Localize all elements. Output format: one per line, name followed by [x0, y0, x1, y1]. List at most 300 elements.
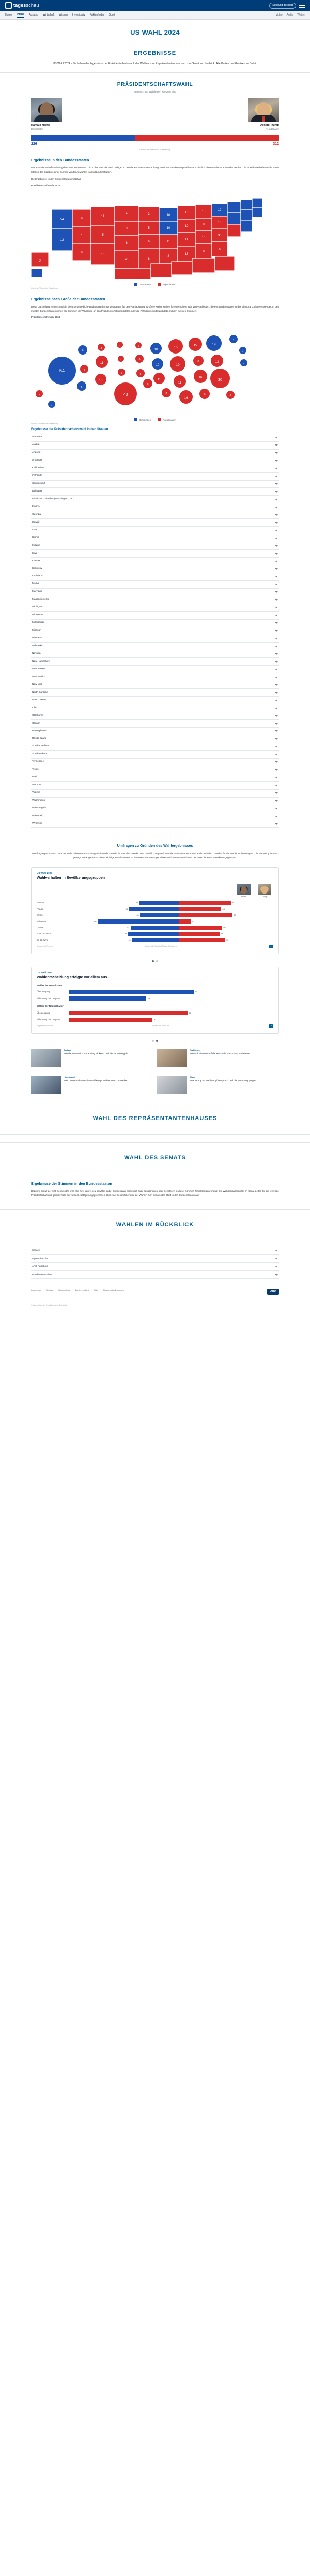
svg-text:10: 10 — [101, 253, 105, 256]
state-row[interactable] — [31, 589, 279, 596]
bar-value-harris: 41 — [136, 914, 139, 917]
state-row[interactable] — [31, 643, 279, 651]
teaser-headline: Wie sich die Welt auf die Rückkehr von Trump vorbereitet — [190, 1052, 250, 1055]
chevron-down-icon — [275, 452, 278, 454]
state-row[interactable] — [31, 519, 279, 527]
chart1-footer — [37, 945, 273, 948]
svg-text:4: 4 — [100, 346, 102, 349]
state-row[interactable] — [31, 658, 279, 666]
svg-text:30: 30 — [218, 377, 223, 382]
state-label: Nevada — [32, 652, 41, 655]
svg-text:40: 40 — [125, 258, 129, 262]
state-row[interactable] — [31, 565, 279, 573]
share-button[interactable]: ↗ — [269, 1024, 273, 1028]
chevron-down-icon — [275, 538, 278, 539]
chevron-down-icon — [275, 507, 278, 508]
state-row[interactable] — [31, 481, 279, 488]
chevron-down-icon — [275, 777, 278, 778]
svg-text:4: 4 — [233, 338, 235, 342]
chart2-unit: Angaben in Prozent — [37, 1024, 53, 1027]
state-label: Vermont — [32, 784, 41, 787]
svg-text:19: 19 — [212, 342, 216, 346]
svg-text:3: 3 — [38, 393, 40, 396]
chevron-down-icon — [275, 723, 278, 725]
chevron-down-icon — [275, 661, 278, 663]
footer-meta-kontakt[interactable]: Kontakt — [46, 1289, 54, 1292]
teaser-image — [157, 1049, 187, 1067]
footer-meta-impressum[interactable]: Impressum — [31, 1289, 41, 1292]
teaser-image — [157, 1076, 187, 1094]
state-row[interactable] — [31, 503, 279, 511]
nav-item-faktenfinder[interactable]: Faktenfinder — [89, 13, 104, 17]
bar-label: ab 65 Jahre — [37, 939, 49, 942]
state-row[interactable] — [31, 558, 279, 565]
state-label: North Dakota — [32, 698, 47, 701]
logo-mark-icon — [5, 2, 12, 9]
chart1-source: Quelle: AP VoteCast/Edison Research — [145, 945, 177, 947]
state-row[interactable] — [31, 704, 279, 712]
carousel-dot-2[interactable] — [156, 960, 158, 962]
state-label: Utah — [32, 776, 38, 779]
state-label: South Carolina — [32, 745, 49, 748]
state-row[interactable] — [31, 798, 279, 805]
state-label: Kalifornien — [32, 467, 44, 470]
congress-text: Dazu im Einfall der 100 Senatssitze wird alle zwei Jahre neu gewählt; dabei Bundesstaat entsendet zwei Senatorinnen oder Senatoren in diese Kammer. Repräsentantenhaus: Die Wahlkreisabschnitte im Senat gelten für die jeweilige Präsidentschaft und gerade Rolle bei vielen Gesetzgebungsprozessen. Hier eine Gesamtübersicht der Wahlen zum Senatssitze 2024 in den Bundesstaaten auf. — [31, 1189, 279, 1197]
bar-label: Ablehnung des Gegners — [37, 997, 60, 1000]
state-label: Kentucky — [32, 567, 42, 570]
svg-text:40: 40 — [123, 392, 128, 397]
state-row[interactable] — [31, 681, 279, 689]
bar-row — [37, 1017, 273, 1022]
state-label: Texas — [32, 768, 39, 771]
chevron-down-icon — [275, 476, 278, 477]
teaser-headline: Wie die USA auf Trumps Sieg blicken - und wie es weitergeht — [64, 1052, 128, 1055]
bar-value-trump: 46 — [223, 926, 226, 929]
state-row[interactable] — [31, 720, 279, 728]
chevron-down-icon — [275, 646, 278, 647]
state-row[interactable] — [31, 812, 279, 820]
bar-value-trump: 57 — [234, 914, 236, 917]
results-heading: ERGEBNISSE — [133, 50, 177, 57]
page-title: US WAHL 2024 — [130, 28, 180, 37]
bubble-legend-rep — [158, 418, 176, 422]
svg-text:12: 12 — [60, 238, 64, 242]
bubble-section-p1: Diese Darstellung veranschaulicht die unterschiedliche Bedeutung der Bundesstaaten für den Wahlausgang. Größere Kreise stehen für eine höhere Zahl von Wahlleuten, die ein Bundesstaaten in das Electoral College entsendet. In den meisten Bundesstaaten gehen alle Stimmen der Wahlleute an den Präsidentschaftskandidaten oder die Präsidentschaftskandidatin mit den meisten Stimmen. — [31, 305, 279, 313]
state-label: Oklahoma — [32, 714, 43, 717]
states-accordion — [0, 425, 310, 835]
state-label: New York — [32, 683, 43, 686]
candidate-trump — [155, 98, 279, 131]
legend-rep — [158, 283, 176, 286]
chart1-bars — [37, 901, 273, 943]
state-label: New Mexico — [32, 675, 46, 678]
bar-value-harris: 54 — [124, 932, 127, 936]
chart1-candidate-heads — [37, 884, 273, 899]
bar-value-trump: 49 — [226, 939, 229, 942]
chart-card-motivation — [31, 967, 279, 1034]
svg-text:16: 16 — [184, 211, 189, 214]
svg-text:30: 30 — [218, 234, 222, 237]
svg-text:15: 15 — [202, 210, 206, 213]
nav-item-wetter[interactable]: Wetter — [297, 13, 305, 17]
chart2-group2-label: Wähler der Republikaner — [37, 1005, 64, 1008]
chevron-down-icon — [275, 1258, 278, 1259]
svg-text:8: 8 — [197, 360, 199, 363]
bar-label: Weiße — [37, 914, 43, 917]
state-row[interactable] — [31, 534, 279, 542]
svg-text:6: 6 — [82, 349, 84, 352]
teaser-image — [31, 1049, 61, 1067]
svg-text:10: 10 — [154, 348, 158, 351]
bar-label: Männer — [37, 901, 44, 904]
state-row[interactable] — [31, 774, 279, 782]
map-section-p1: Das Präsidentschaftswahl-Ergebnis wird ermittelt und nicht über das Electoral College. In den die Bundesstaaten abhängt von ihrer Bevölkerungszahl unterschiedlich viele Wahlleute entsendet werden. Die Präsidentschaftswahl ist damit letztlich das Ergebnis einer Summe von Einzelwahlen in den Bundesstaaten. — [31, 166, 279, 174]
teaser-row-2 — [0, 1069, 310, 1096]
bar-value-trump: 55 — [231, 901, 235, 904]
nav-item-investigativ[interactable]: Investigativ — [72, 13, 85, 17]
footer-label: Service — [32, 1248, 40, 1251]
footer-meta — [0, 1283, 310, 1301]
svg-text:4: 4 — [243, 362, 245, 365]
svg-text:10: 10 — [166, 226, 171, 230]
bar-row — [37, 938, 273, 943]
map-section — [0, 151, 310, 189]
chevron-down-icon — [275, 785, 278, 786]
state-row[interactable] — [31, 434, 279, 442]
bar-value-trump: 43 — [220, 932, 223, 936]
chart1-unit: Angaben in Prozent — [37, 945, 53, 947]
map-chart-title: Präsidentschaftswahl 2024 — [31, 183, 60, 187]
state-row[interactable] — [31, 735, 279, 743]
nav-item-wirtschaft[interactable]: Wirtschaft — [43, 13, 55, 17]
footer-row[interactable] — [31, 1247, 279, 1255]
map-section-p2: Die Ergebnisse in den Bundesstaaten im Detail: — [31, 177, 82, 180]
us-bubble-map[interactable] — [0, 321, 310, 417]
svg-text:10: 10 — [166, 213, 171, 217]
chevron-down-icon — [275, 599, 278, 601]
state-row[interactable] — [31, 612, 279, 620]
state-row[interactable] — [31, 782, 279, 790]
carousel-dot-2[interactable] — [156, 1040, 158, 1042]
bubble-chart-title: Präsidentschaftswahl 2024 — [31, 316, 60, 319]
chevron-down-icon — [275, 816, 278, 817]
state-row[interactable] — [31, 751, 279, 759]
svg-text:16: 16 — [184, 396, 188, 400]
candidate-row — [0, 98, 310, 131]
state-label: Colorado — [32, 474, 42, 478]
bubble-section-title: Ergebnisse nach Größe der Bundesstaaten — [31, 298, 105, 302]
svg-text:9: 9 — [204, 393, 206, 396]
svg-text:6: 6 — [148, 240, 150, 243]
chart1-title: Wahlverhalten in Bevölkerungsgruppen — [37, 876, 105, 880]
footer-label: Rundfunkanstalten — [32, 1272, 52, 1276]
state-label: Arkansas — [32, 459, 42, 462]
footer-label: tagesschau.de — [32, 1256, 48, 1260]
svg-text:13: 13 — [218, 221, 222, 224]
electoral-numbers — [31, 141, 279, 147]
results-band — [0, 42, 310, 73]
state-label: Michigan — [32, 606, 42, 609]
state-label: Kansas — [32, 559, 40, 562]
chevron-down-icon — [275, 746, 278, 747]
chevron-down-icon — [275, 1266, 278, 1267]
retrospective-heading: WAHLEN IM RÜCKBLICK — [116, 1221, 194, 1228]
main-nav — [0, 11, 310, 20]
carousel-dot-1[interactable] — [152, 1040, 154, 1042]
footer-meta-hilfe[interactable]: Hilfe — [94, 1289, 98, 1292]
senate-heading: WAHL DES SENATS — [124, 1154, 186, 1161]
congress-section — [0, 1174, 310, 1202]
state-label: Alabama — [32, 436, 42, 439]
state-row[interactable] — [31, 728, 279, 735]
svg-text:11: 11 — [166, 240, 171, 243]
ard-logo[interactable]: ARD — [267, 1289, 279, 1294]
senate-band — [0, 1142, 310, 1174]
state-row[interactable] — [31, 627, 279, 635]
bubble-legend-rep-label: Republikaner — [163, 418, 176, 421]
house-band — [0, 1103, 310, 1135]
bar-label: Ablehnung des Gegners — [37, 1018, 60, 1021]
state-label: Wisconsin — [32, 814, 43, 817]
teaser-item[interactable] — [157, 1076, 279, 1094]
state-row[interactable] — [31, 450, 279, 457]
svg-text:19: 19 — [176, 363, 180, 367]
bar-value: 58 — [189, 1011, 192, 1014]
bubble-section — [0, 290, 310, 321]
state-row[interactable] — [31, 457, 279, 465]
chevron-down-icon — [275, 808, 278, 809]
chevron-down-icon — [275, 622, 278, 624]
bar-value-harris: 49 — [129, 939, 132, 942]
state-row[interactable] — [31, 673, 279, 681]
chevron-down-icon — [275, 522, 278, 524]
chevron-down-icon — [275, 444, 278, 446]
chevron-down-icon — [275, 1250, 278, 1251]
nav-item-video[interactable]: Video — [275, 13, 283, 17]
svg-text:6: 6 — [81, 251, 83, 254]
svg-text:16: 16 — [184, 252, 189, 256]
state-label: Illinois — [32, 536, 39, 539]
chevron-down-icon — [275, 561, 278, 562]
chevron-down-icon — [275, 708, 278, 709]
bar-row — [37, 1010, 273, 1016]
survey-intro — [0, 835, 310, 863]
teaser-item[interactable] — [157, 1049, 279, 1067]
nav-item-sport[interactable]: Sport — [109, 13, 115, 17]
state-label: Ohio — [32, 706, 38, 709]
carousel-dots-2[interactable] — [0, 1038, 310, 1042]
state-label: West Virginia — [32, 807, 47, 810]
nav-item-inland[interactable]: Inland — [17, 13, 24, 18]
footer-row[interactable] — [31, 1263, 279, 1271]
state-row[interactable] — [31, 511, 279, 519]
bar-value-harris: 53 — [125, 908, 128, 911]
chevron-down-icon — [275, 530, 278, 531]
chart2-kicker: US Wahl 2024 — [37, 971, 52, 974]
state-label: Wyoming — [32, 822, 42, 825]
retrospective-band — [0, 1209, 310, 1241]
state-label: Georgia — [32, 513, 41, 516]
bar-value-trump: 13 — [192, 920, 195, 923]
candidate-photo-harris — [31, 98, 62, 122]
bar-value-harris: 86 — [94, 920, 97, 923]
svg-text:19: 19 — [218, 208, 222, 212]
svg-text:4: 4 — [83, 368, 85, 372]
state-row[interactable] — [31, 689, 279, 697]
state-label: Maryland — [32, 590, 42, 593]
chevron-down-icon — [275, 568, 278, 570]
chevron-down-icon — [275, 491, 278, 493]
candidate-photo-trump — [248, 98, 279, 122]
mini-name-trump: Trump — [261, 896, 268, 898]
chevron-down-icon — [275, 677, 278, 678]
svg-text:54: 54 — [59, 367, 65, 373]
bar-row — [37, 989, 273, 994]
svg-text:16: 16 — [174, 345, 178, 349]
state-row[interactable] — [31, 604, 279, 612]
chevron-down-icon — [275, 630, 278, 632]
chevron-down-icon — [275, 754, 278, 755]
state-row[interactable] — [31, 820, 279, 828]
state-row[interactable] — [31, 635, 279, 643]
state-row[interactable] — [31, 550, 279, 558]
state-row[interactable] — [31, 496, 279, 503]
chevron-down-icon — [275, 460, 278, 462]
chevron-down-icon — [275, 769, 278, 771]
candidate-harris — [31, 98, 155, 131]
footer-row[interactable] — [31, 1271, 279, 1279]
presidential-heading: PRÄSIDENTSCHAFTSWAHL — [117, 81, 193, 87]
result-bar-wrap — [0, 131, 310, 151]
svg-text:9: 9 — [203, 250, 205, 253]
nav-item-audio[interactable]: Audio — [286, 13, 293, 17]
live-badge[interactable]: Sendung gesperrt — [269, 3, 296, 8]
state-label: Iowa — [32, 551, 38, 555]
svg-text:3: 3 — [39, 259, 41, 263]
state-row[interactable] — [31, 712, 279, 720]
state-label: Oregon — [32, 722, 40, 725]
teaser-item[interactable] — [31, 1049, 153, 1067]
bubble-legend — [0, 417, 310, 422]
candidate-name-harris: Kamala Harris — [31, 124, 50, 127]
svg-text:15: 15 — [193, 344, 197, 347]
state-row[interactable] — [31, 766, 279, 774]
bar-label: unter 30 Jahre — [37, 932, 51, 936]
nav-item-home[interactable]: Home — [5, 13, 12, 17]
bar-label: Überzeugung — [37, 1011, 50, 1014]
state-label: New Hampshire — [32, 660, 50, 663]
bar-value-harris: 51 — [127, 926, 130, 929]
chevron-down-icon — [275, 653, 278, 655]
footer-meta-nutzungsbedingungen[interactable]: Nutzungsbedingungen — [103, 1289, 124, 1292]
legend-dem-label: Demokraten — [139, 283, 151, 286]
footer-accordion — [0, 1241, 310, 1279]
state-row[interactable] — [31, 465, 279, 473]
state-row[interactable] — [31, 805, 279, 813]
chevron-down-icon — [275, 1274, 278, 1276]
menu-icon[interactable] — [299, 4, 305, 8]
nav-item-ausland[interactable]: Ausland — [29, 13, 39, 17]
chevron-down-icon — [275, 692, 278, 694]
state-row[interactable] — [31, 442, 279, 450]
chevron-down-icon — [275, 761, 278, 763]
state-label: Virginia — [32, 791, 40, 794]
state-row[interactable] — [31, 527, 279, 534]
state-row[interactable] — [31, 473, 279, 481]
nav-item-wissen[interactable]: Wissen — [59, 13, 68, 17]
teaser-kicker: Hintergrund — [64, 1076, 75, 1078]
state-row[interactable] — [31, 666, 279, 673]
state-row[interactable] — [31, 743, 279, 751]
svg-text:11: 11 — [100, 361, 104, 365]
bar-row — [37, 919, 273, 924]
chevron-down-icon — [275, 437, 278, 438]
chevron-down-icon — [275, 553, 278, 555]
congress-title: Ergebnisse der Stimmen in den Bundesstaaten — [31, 1182, 112, 1186]
state-row[interactable] — [31, 650, 279, 658]
state-label: Alaska — [32, 443, 40, 447]
svg-text:6: 6 — [229, 394, 231, 397]
state-label: Connecticut — [32, 482, 45, 485]
legend-dem — [134, 283, 151, 286]
svg-text:8: 8 — [148, 257, 150, 261]
svg-text:8: 8 — [167, 254, 169, 258]
state-label: Florida — [32, 505, 40, 508]
mini-candidate-trump — [258, 884, 271, 899]
footer-row[interactable] — [31, 1255, 279, 1263]
svg-text:5: 5 — [102, 233, 104, 237]
footer-meta-barrierefreiheit[interactable]: Barrierefreiheit — [75, 1289, 89, 1292]
chevron-down-icon — [275, 730, 278, 732]
chart2-group1-bars — [37, 989, 273, 1001]
electors-trump: 312 — [273, 142, 279, 146]
svg-text:11: 11 — [101, 214, 105, 218]
chevron-down-icon — [275, 499, 278, 500]
state-label: Pennsylvania — [32, 729, 47, 732]
tagesschau-logo[interactable] — [5, 2, 39, 9]
state-row[interactable] — [31, 759, 279, 766]
survey-intro-text: In Befragungen vor und nach der Wahl haben US-Forschungsinstitute die Gründe für das Abschneiden von Donald Trump und Kamala Harris untersucht und auch nach den Gründen für die Wahlentscheidung und die Stimmung im Land gefragt. Die Ergebnisse bieten wichtige Anhaltspunkte zu den Ursachen des Ergebnisses und zum Wahlverhalten der verschiedenen Bevölkerungsgruppen. — [32, 852, 278, 859]
state-row[interactable] — [31, 573, 279, 581]
state-row[interactable] — [31, 542, 279, 550]
state-label: Mississippi — [32, 621, 44, 624]
state-row[interactable] — [31, 596, 279, 604]
top-bar — [0, 0, 310, 11]
map-legend — [0, 282, 310, 286]
state-row[interactable] — [31, 488, 279, 496]
carousel-dot-1[interactable] — [152, 960, 154, 962]
state-label: Missouri — [32, 629, 41, 632]
bubble-legend-dem — [134, 418, 151, 422]
chart2-source: Quelle: AP VoteCast — [152, 1024, 169, 1027]
footer-meta-datenschutz[interactable]: Datenschutz — [58, 1289, 70, 1292]
teaser-item[interactable] — [31, 1076, 153, 1094]
bar-value-harris: 42 — [135, 901, 138, 904]
state-row[interactable] — [31, 790, 279, 798]
carousel-dots[interactable] — [0, 958, 310, 962]
us-results-map[interactable] — [0, 191, 310, 282]
state-row[interactable] — [31, 620, 279, 627]
svg-text:6: 6 — [81, 385, 83, 389]
electoral-bar-note: Quelle: AP/Stand der Auszählung — [140, 148, 171, 151]
chart2-title: Wahlentscheidung erfolgte vor allem aus... — [37, 975, 111, 979]
bar-label: Schwarze — [37, 920, 47, 923]
state-row[interactable] — [31, 581, 279, 589]
share-button[interactable]: ↗ — [269, 945, 273, 948]
state-label: Minnesota — [32, 614, 44, 617]
state-row[interactable] — [31, 697, 279, 704]
copyright: © tagesschau.de · Norddeutscher Rundfunk — [31, 1304, 68, 1306]
